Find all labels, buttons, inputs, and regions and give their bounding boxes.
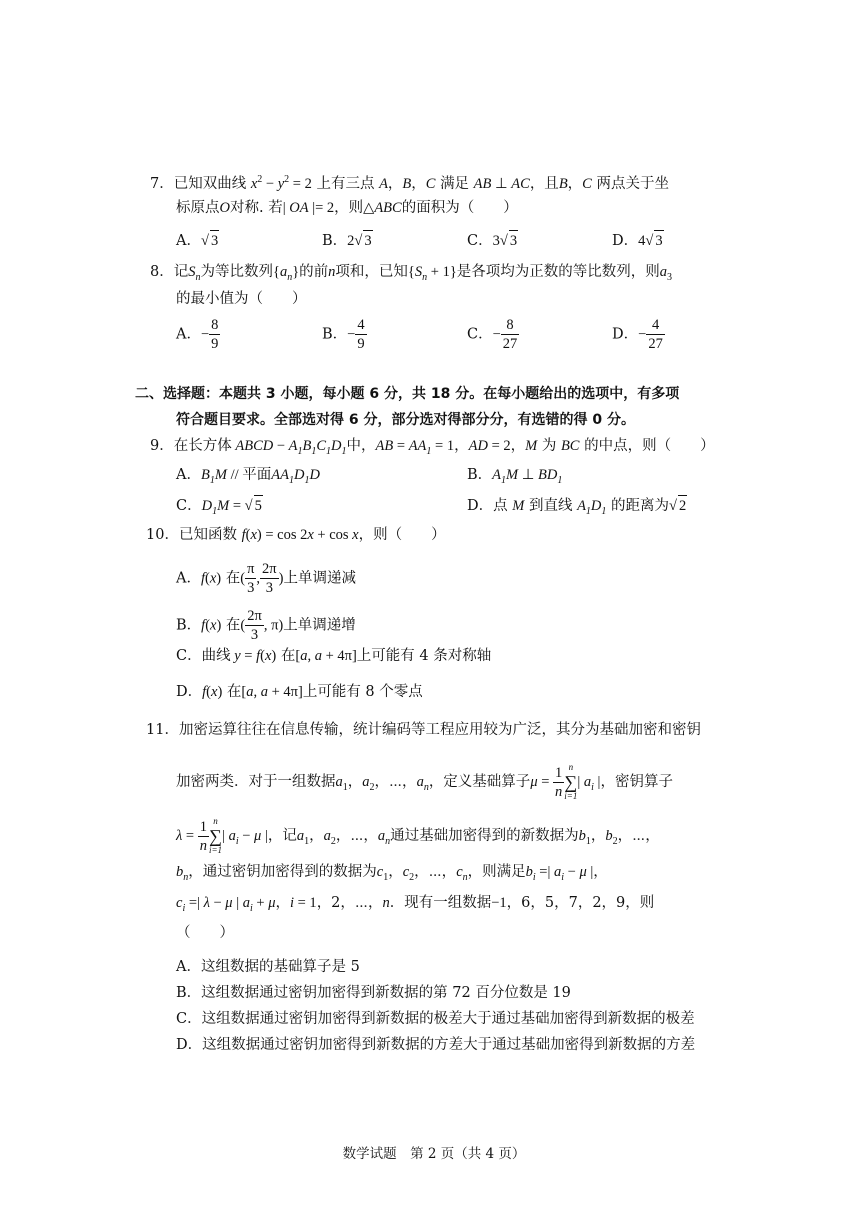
- q9-option-a: A．$B_1M$ // 平面$AA_1D_1D$: [176, 467, 320, 486]
- q11-option-a: A．这组数据的基础算子是 5: [176, 959, 360, 975]
- q8-text: 的前: [299, 264, 329, 280]
- q8-option-a: A．− $\frac{8}{9}$: [176, 317, 219, 352]
- q8-option-d: D．− $\frac{4}{27}$: [612, 317, 663, 352]
- q7-option-c: C．3√ 3: [467, 230, 518, 251]
- q7-text: 的面积为（ ）: [401, 200, 518, 216]
- section-2-header: 二、选择题：本题共 3 小题，每小题 6 分，共 18 分。在每小题给出的选项中，有多项: [135, 386, 680, 402]
- q7-text: ，且: [529, 175, 559, 192]
- q11-line2: 加密两类．对于一组数据$a_1$，$a_2$，⋯，$a_n$，定义基础算子μ = $\frac{1}{n}$ n ∑ i=1 | $a_i$ |，密钥算子: [176, 762, 673, 801]
- q7-line2: 标原点O对称. 若| OA |= 2，则△ABC的面积为（ ）: [176, 200, 518, 216]
- q11-paren: （ ）: [176, 925, 234, 941]
- q7-text: 标原点: [176, 200, 220, 216]
- q8-text: 是各项均为正数的等比数列，则: [456, 264, 660, 280]
- q9-option-b: B．$A_1M$ ⊥ $BD_1$: [467, 467, 563, 486]
- q11-line4: $b_n$，通过密钥加密得到的数据为$c_1$，$c_2$，⋯，$c_n$，则满足$b_i$ =| $a_i - \mu$ |，: [176, 864, 608, 883]
- q8-option-b: B．− $\frac{4}{9}$: [322, 317, 365, 352]
- q11-option-c: C．这组数据通过密钥加密得到新数据的极差大于通过基础加密得到新数据的极差: [176, 1011, 695, 1027]
- q7-text: 满足: [440, 175, 470, 192]
- q7-text: 上有三点: [316, 175, 375, 192]
- q11-option-b: B．这组数据通过密钥加密得到新数据的第 72 百分位数是 19: [176, 985, 571, 1001]
- q8-line1: 8．记$S_n$为等比数列$\{a_n\}$的前n项和，已知$\{S_n + 1\}$是各项均为正数的等比数列，则$a_3$: [150, 264, 673, 283]
- q8-text: 项和，已知: [335, 264, 408, 280]
- q7-number: 7．: [150, 175, 174, 192]
- q8-option-c: C．− $\frac{8}{27}$: [467, 317, 518, 352]
- q9-line1: 9．在长方体 ABCD − $A_1B_1C_1D_1$中，AB = $AA_1 = 1$，AD = 2，M 为 BC 的中点，则（ ）: [150, 438, 715, 457]
- q11-option-d: D．这组数据通过密钥加密得到新数据的方差大于通过基础加密得到新数据的方差: [176, 1037, 696, 1053]
- q7-option-a: A．√ 3: [176, 230, 219, 251]
- q7-text: 两点关于坐: [596, 175, 669, 192]
- section-2-instructions: 符合题目要求。全部选对得 6 分，部分选对得部分分，有选错的得 0 分。: [176, 412, 635, 428]
- q8-text: 为等比数列: [200, 264, 273, 280]
- q7-text: 已知双曲线: [173, 175, 247, 192]
- q9-option-d: D．点 M 到直线 $A_1D_1$ 的距离为√ 2: [467, 495, 687, 522]
- q7-option-d: D．4√ 3: [612, 230, 664, 251]
- page-footer: 数学试题 第 2 页（共 4 页）: [342, 1146, 526, 1162]
- q7-line1: 7．已知双曲线 $x^2 - y^2 = 2$ 上有三点 A，B，C 满足 AB ⊥ AC，且B，C 两点关于坐: [150, 174, 669, 192]
- q11-line3: λ = $\frac{1}{n}$ n ∑ i=1 | $a_i - \mu$ |，记$a_1$，$a_2$，⋯，$a_n$通过基础加密得到的新数据为$b_1$，$b_2$，⋯，: [176, 816, 660, 855]
- q7-text: 对称. 若: [229, 200, 283, 216]
- q10-line1: 10．已知函数 f(x) = cos 2x + cos x，则（ ）: [146, 527, 446, 543]
- q10-option-a: A．f(x) 在( $\frac{\pi}{3}$ , $\frac{2\pi}{3}$ )上单调递减: [176, 561, 356, 596]
- q11-line1: 11．加密运算往往在信息传输，统计编码等工程应用较为广泛，其分为基础加密和密钥: [146, 722, 701, 738]
- q8-line2: 的最小值为（ ）: [176, 291, 307, 307]
- q10-option-c: C．曲线 y = f(x) 在[a, a + 4π]上可能有 4 条对称轴: [176, 648, 492, 664]
- q7-option-b: B．2√ 3: [322, 230, 373, 251]
- q8-text: 记: [173, 264, 189, 280]
- q8-number: 8．: [150, 264, 174, 280]
- q7-text: ，则: [334, 200, 364, 216]
- q10-option-b: B．f(x) 在( $\frac{2\pi}{3}$ , π)上单调递增: [176, 608, 356, 643]
- q10-option-d: D．f(x) 在[a, a + 4π]上可能有 8 个零点: [176, 684, 423, 700]
- q9-option-c: C．$D_1M$ = √ 5: [176, 495, 263, 522]
- q11-line5: $c_i$ =| λ − μ | $a_i + \mu$，i = 1，2，⋯，n．现有一组数据−1，6，5，7，2，9，则: [176, 895, 655, 914]
